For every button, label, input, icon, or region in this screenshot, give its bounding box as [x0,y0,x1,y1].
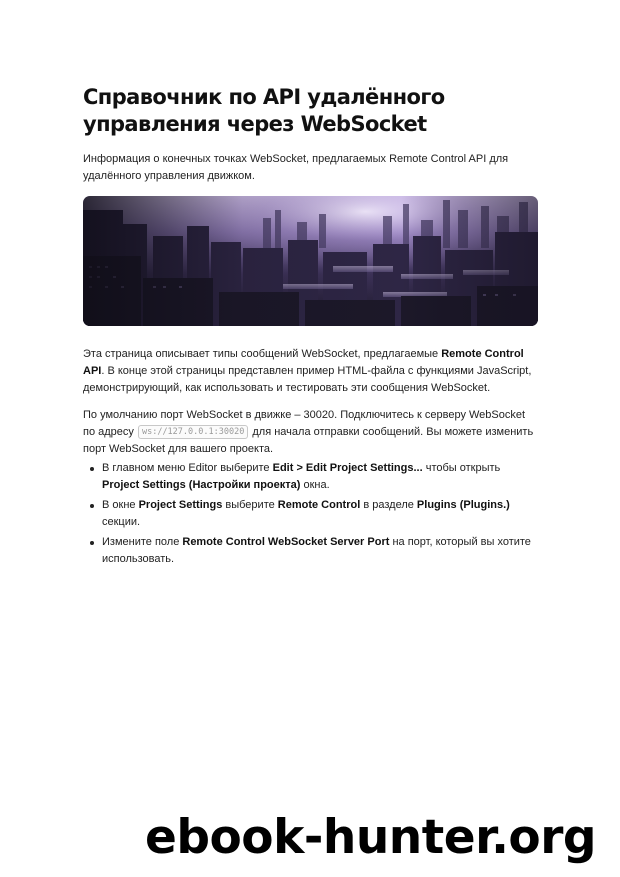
list-item: В окне Project Settings выберите Remote Control в разделе Plugins (Plugins.) секции. [83,497,539,531]
list-item: В главном меню Editor выберите Edit > Edit Project Settings... чтобы открыть Project Settings (Настройки проекта) окна. [83,460,539,494]
port-text-1: По умолчанию порт WebSocket в движке – 30020. Подключитесь к серверу WebSocket по адресу [83,409,526,438]
page-title: Справочник по API удалённого управления через WebSocket [83,85,445,136]
hero-image [83,196,538,326]
watermark: ebook-hunter.org [145,810,597,865]
bullet-icon [90,467,94,471]
list-item: Измените поле Remote Control WebSocket Server Port на порт, который вы хотите использовать. [83,534,539,568]
bullet-icon [90,541,94,545]
websocket-address-code: ws://127.0.0.1:30020 [138,425,248,439]
intro-text-2: . В конце этой страницы представлен пример HTML-файла с функциями JavaScript, демонстрирующий, как использовать и тестировать эти сообщения WebSocket. [83,365,532,394]
article [83,84,539,571]
port-text-2: для начала отправки сообщений. Вы можете изменить порт WebSocket для вашего проекта. [83,426,534,455]
page-lead: Информация о конечных точках WebSocket, предлагаемых Remote Control API для удалённого управления движком. [83,153,509,182]
intro-text-1: Эта страница описывает типы сообщений WebSocket, предлагаемые [83,348,442,360]
remote-control-api-term: Remote Control API [83,348,524,377]
bullet-icon [90,504,94,508]
intro-paragraph [83,346,539,397]
steps-list [83,460,539,568]
port-paragraph [83,407,539,458]
